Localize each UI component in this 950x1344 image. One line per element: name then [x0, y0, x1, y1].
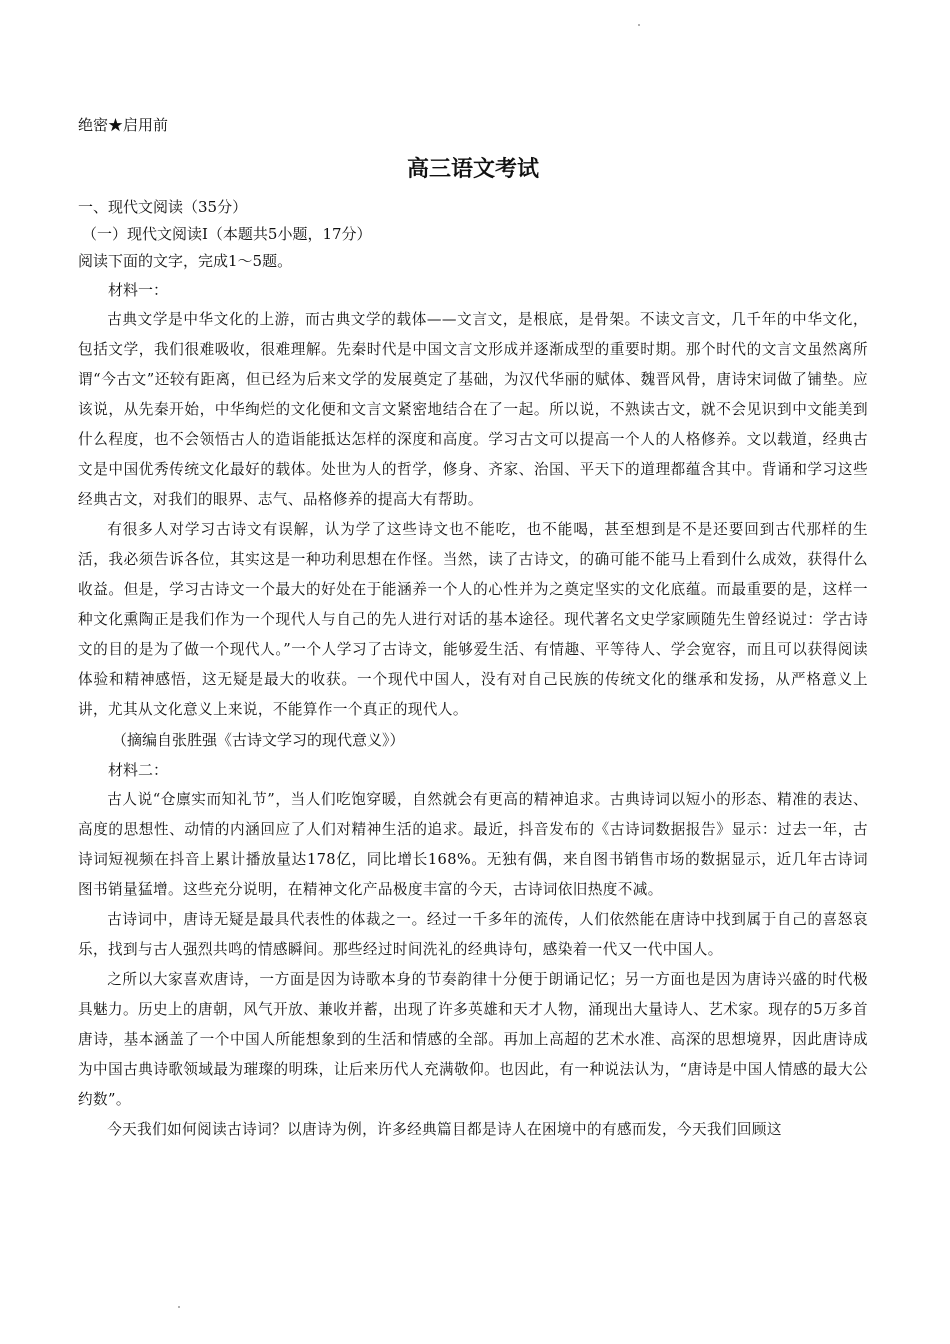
exam-page: [78, 112, 868, 1145]
material-one-paragraph: 有很多人对学习古诗文有误解，认为学了这些诗文也不能吃，也不能喝，甚至想到是不是还要回到古代那样的生活，我必须告诉各位，其实这是一种功利思想在作怪。当然，读了古诗文，的确可能不能马上看到什么成效，获得什么收益。但是，学习古诗文一个最大的好处在于能涵养一个人的心性并为之奠定坚实的文化底蕴。而最重要的是，这样一种文化熏陶正是我们作为一个现代人与自己的先人进行对话的基本途径。现代著名文史学家顾随先生曾经说过：学古诗文的目的是为了做一个现代人。”一个人学习了古诗文，能够爱生活、有情趣、平等待人、学会宽容，而且可以获得阅读体验和精神感悟，这无疑是最大的收获。一个现代中国人，没有对自己民族的传统文化的继承和发扬，从严格意义上讲，尤其从文化意义上来说，不能算作一个真正的现代人。: [78, 521, 868, 718]
section-heading: 一、现代文阅读（35分）: [78, 198, 248, 216]
material-one-source: （摘编自张胜强《古诗文学习的现代意义》）: [112, 731, 405, 749]
scan-dot-bottom: [178, 1306, 180, 1308]
confidential-label: 绝密★启用前: [78, 116, 169, 134]
material-two-paragraph: 今天我们如何阅读古诗词？以唐诗为例，许多经典篇目都是诗人在困境中的有感而发，今天我们回顾这: [107, 1121, 782, 1138]
material-two-paragraph: 古诗词中，唐诗无疑是最具代表性的体裁之一。经过一千多年的流传，人们依然能在唐诗中找到属于自己的喜怒哀乐，找到与古人强烈共鸣的情感瞬间。那些经过时间洗礼的经典诗句，感染着一代又一代中国人。: [78, 911, 868, 958]
instruction: 阅读下面的文字，完成1～5题。: [78, 252, 293, 270]
scan-dot-top: [638, 24, 640, 26]
material-one-label: 材料一：: [108, 281, 169, 299]
material-two-paragraph: 古人说“仓廪实而知礼节”，当人们吃饱穿暖，自然就会有更高的精神追求。古典诗词以短小的形态、精准的表达、高度的思想性、动情的内涵回应了人们对精神生活的追求。最近，抖音发布的《古诗词数据报告》显示：过去一年，古诗词短视频在抖音上累计播放量达178亿，同比增长168%。无独有偶，来自图书销售市场的数据显示，近几年古诗词图书销量猛增。这些充分说明，在精神文化产品极度丰富的今天，古诗词依旧热度不减。: [78, 791, 868, 898]
material-one-paragraph: 古典文学是中华文化的上游，而古典文学的载体——文言文，是根底，是骨架。不读文言文，几千年的中华文化，包括文学，我们很难吸收，很难理解。先秦时代是中国文言文形成并逐渐成型的重要时期。那个时代的文言文虽然离所谓“今古文”还较有距离，但已经为后来文学的发展奠定了基础，为汉代华丽的赋体、魏晋风骨，唐诗宋词做了铺垫。应该说，从先秦开始，中华绚烂的文化便和文言文紧密地结合在了一起。所以说，不熟读古文，就不会见识到中文能美到什么程度，也不会领悟古人的造诣能抵达怎样的深度和高度。学习古文可以提高一个人的人格修养。文以载道，经典古文是中国优秀传统文化最好的载体。处世为人的哲学，修身、齐家、治国、平天下的道理都蕴含其中。背诵和学习这些经典古文，对我们的眼界、志气、品格修养的提高大有帮助。: [78, 311, 868, 508]
sub-section-heading: （一）现代文阅读Ⅰ（本题共5小题，17分）: [82, 225, 372, 243]
page-title: 高三语文考试: [406, 156, 539, 182]
material-two-paragraph: 之所以大家喜欢唐诗，一方面是因为诗歌本身的节奏韵律十分便于朗诵记忆；另一方面也是因为唐诗兴盛的时代极具魅力。历史上的唐朝，风气开放、兼收并蓄，出现了许多英雄和天才人物，涌现出大量诗人、艺术家。现存的5万多首唐诗，基本涵盖了一个中国人所能想象到的生活和情感的全部。再加上高超的艺术水准、高深的思想境界，因此唐诗成为中国古典诗歌领域最为璀璨的明珠，让后来历代人充满敬仰。也因此，有一种说法认为，“唐诗是中国人情感的最大公约数”。: [78, 971, 868, 1108]
material-two-label: 材料二：: [108, 761, 169, 779]
